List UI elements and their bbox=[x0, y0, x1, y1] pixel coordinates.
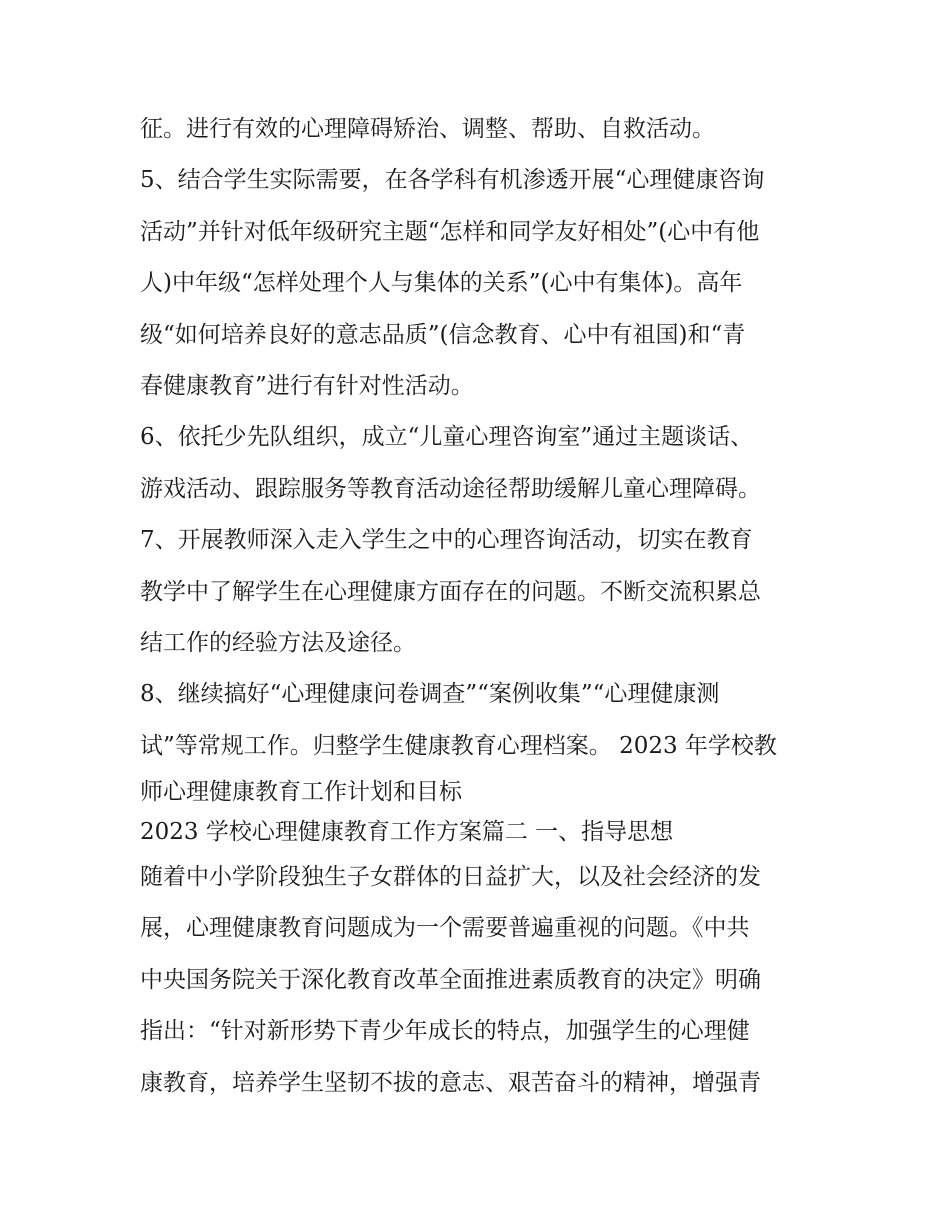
text-line: 教学中了解学生在心理健康方面存在的问题。不断交流积累总 bbox=[140, 578, 761, 605]
text-line: 7、开展教师深入走入学生之中的心理咨询活动，切实在教育 bbox=[140, 527, 753, 554]
text-line: 师心理健康教育工作计划和目标 bbox=[140, 779, 462, 806]
text-line: 人)中年级“怎样处理个人与集体的关系”(心中有集体)。高年 bbox=[140, 270, 743, 297]
text-line: 春健康教育”进行有针对性活动。 bbox=[140, 372, 474, 399]
text-line: 展，心理健康教育问题成为一个需要普遍重视的问题。《中共 bbox=[140, 915, 750, 942]
text-line: 中央国务院关于深化教育改革全面推进素质教育的决定》明确 bbox=[140, 966, 761, 993]
text-line: 征。进行有效的心理障碍矫治、调整、帮助、自救活动。 bbox=[140, 116, 715, 142]
text-line: 级“如何培养良好的意志品质”(信念教育、心中有祖国)和“青 bbox=[140, 321, 746, 348]
text-line: 指出：“针对新形势下青少年成长的特点，加强学生的心理健 bbox=[140, 1018, 750, 1045]
document-body bbox=[140, 104, 820, 1109]
text-line: 活动”并针对低年级研究主题“怎样和同学友好相处”(心中有他 bbox=[140, 218, 760, 245]
text-line: 随着中小学阶段独生子女群体的日益扩大，以及社会经济的发 bbox=[140, 864, 761, 891]
text-line: 试”等常规工作。归整学生健康教育心理档案。 2023 年学校教 bbox=[140, 732, 777, 759]
text-line: 游戏活动、跟踪服务等教育活动途径帮助缓解儿童心理障碍。 bbox=[140, 475, 761, 502]
text-line: 6、依托少先队组织，成立“儿童心理咨询室”通过主题谈话、 bbox=[140, 424, 754, 451]
text-line: 康教育，培养学生坚韧不拔的意志、艰苦奋斗的精神，增强青 bbox=[140, 1069, 761, 1096]
text-line: 8、继续搞好“心理健康问卷调查”“案例收集”“心理健康测 bbox=[140, 681, 720, 708]
text-line: 5、结合学生实际需要，在各学科有机渗透开展“心理健康咨询 bbox=[140, 167, 765, 194]
text-line: 结工作的经验方法及途径。 bbox=[140, 629, 416, 656]
section-heading: 2023 学校心理健康教育工作方案篇二 一、指导思想 bbox=[140, 819, 674, 846]
